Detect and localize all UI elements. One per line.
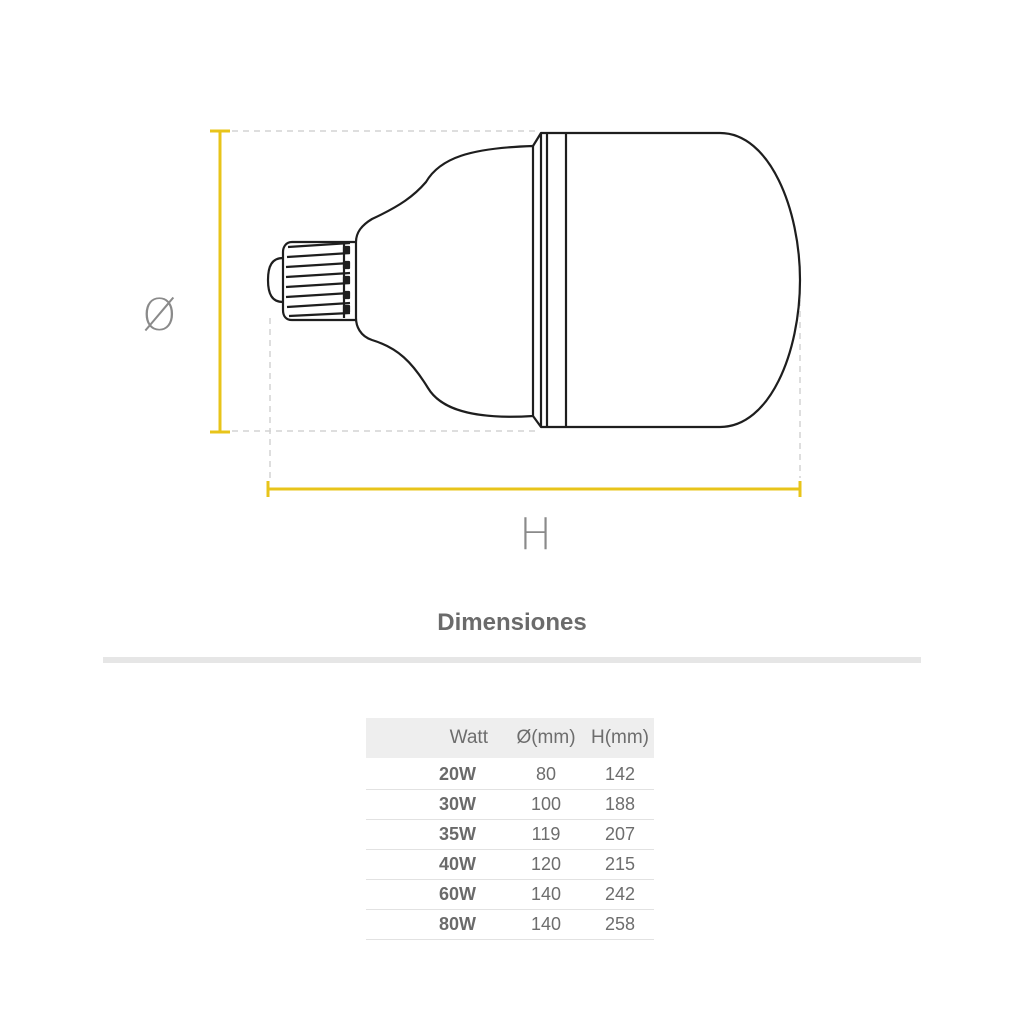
bulb-head [541,133,800,427]
table-row [366,820,654,850]
column-header-height: H(mm) [586,718,654,758]
table-row [366,790,654,820]
watt-cell: 30W [366,790,506,820]
diameter-cell: 80 [506,758,586,790]
table-row [366,850,654,880]
table-row [366,758,654,790]
diameter-dimension-line [210,131,230,432]
diameter-cell: 100 [506,790,586,820]
watt-cell: 40W [366,850,506,880]
height-cell: 207 [586,820,654,850]
height-cell: 242 [586,880,654,910]
watt-cell: 60W [366,880,506,910]
diameter-cell: 140 [506,910,586,940]
diameter-cell: 119 [506,820,586,850]
bulb-collar [533,133,541,427]
diameter-label: Ø [142,290,177,341]
height-dimension-line [268,481,800,497]
watt-cell: 35W [366,820,506,850]
base-contact [268,258,283,302]
height-label: H [519,509,553,560]
dimensions-table [366,718,654,940]
height-cell: 258 [586,910,654,940]
height-cell: 215 [586,850,654,880]
column-header-diameter: Ø(mm) [506,718,586,758]
bulb-body [356,146,533,417]
watt-cell: 20W [366,758,506,790]
bulb-outline [268,133,800,427]
diameter-cell: 140 [506,880,586,910]
table-row [366,910,654,940]
column-header-watt: Watt [366,718,506,758]
height-cell: 142 [586,758,654,790]
table-row [366,880,654,910]
diameter-cell: 120 [506,850,586,880]
section-title: Dimensiones [437,609,587,636]
section-divider [103,657,921,663]
watt-cell: 80W [366,910,506,940]
table-header-row [366,718,654,758]
height-cell: 188 [586,790,654,820]
